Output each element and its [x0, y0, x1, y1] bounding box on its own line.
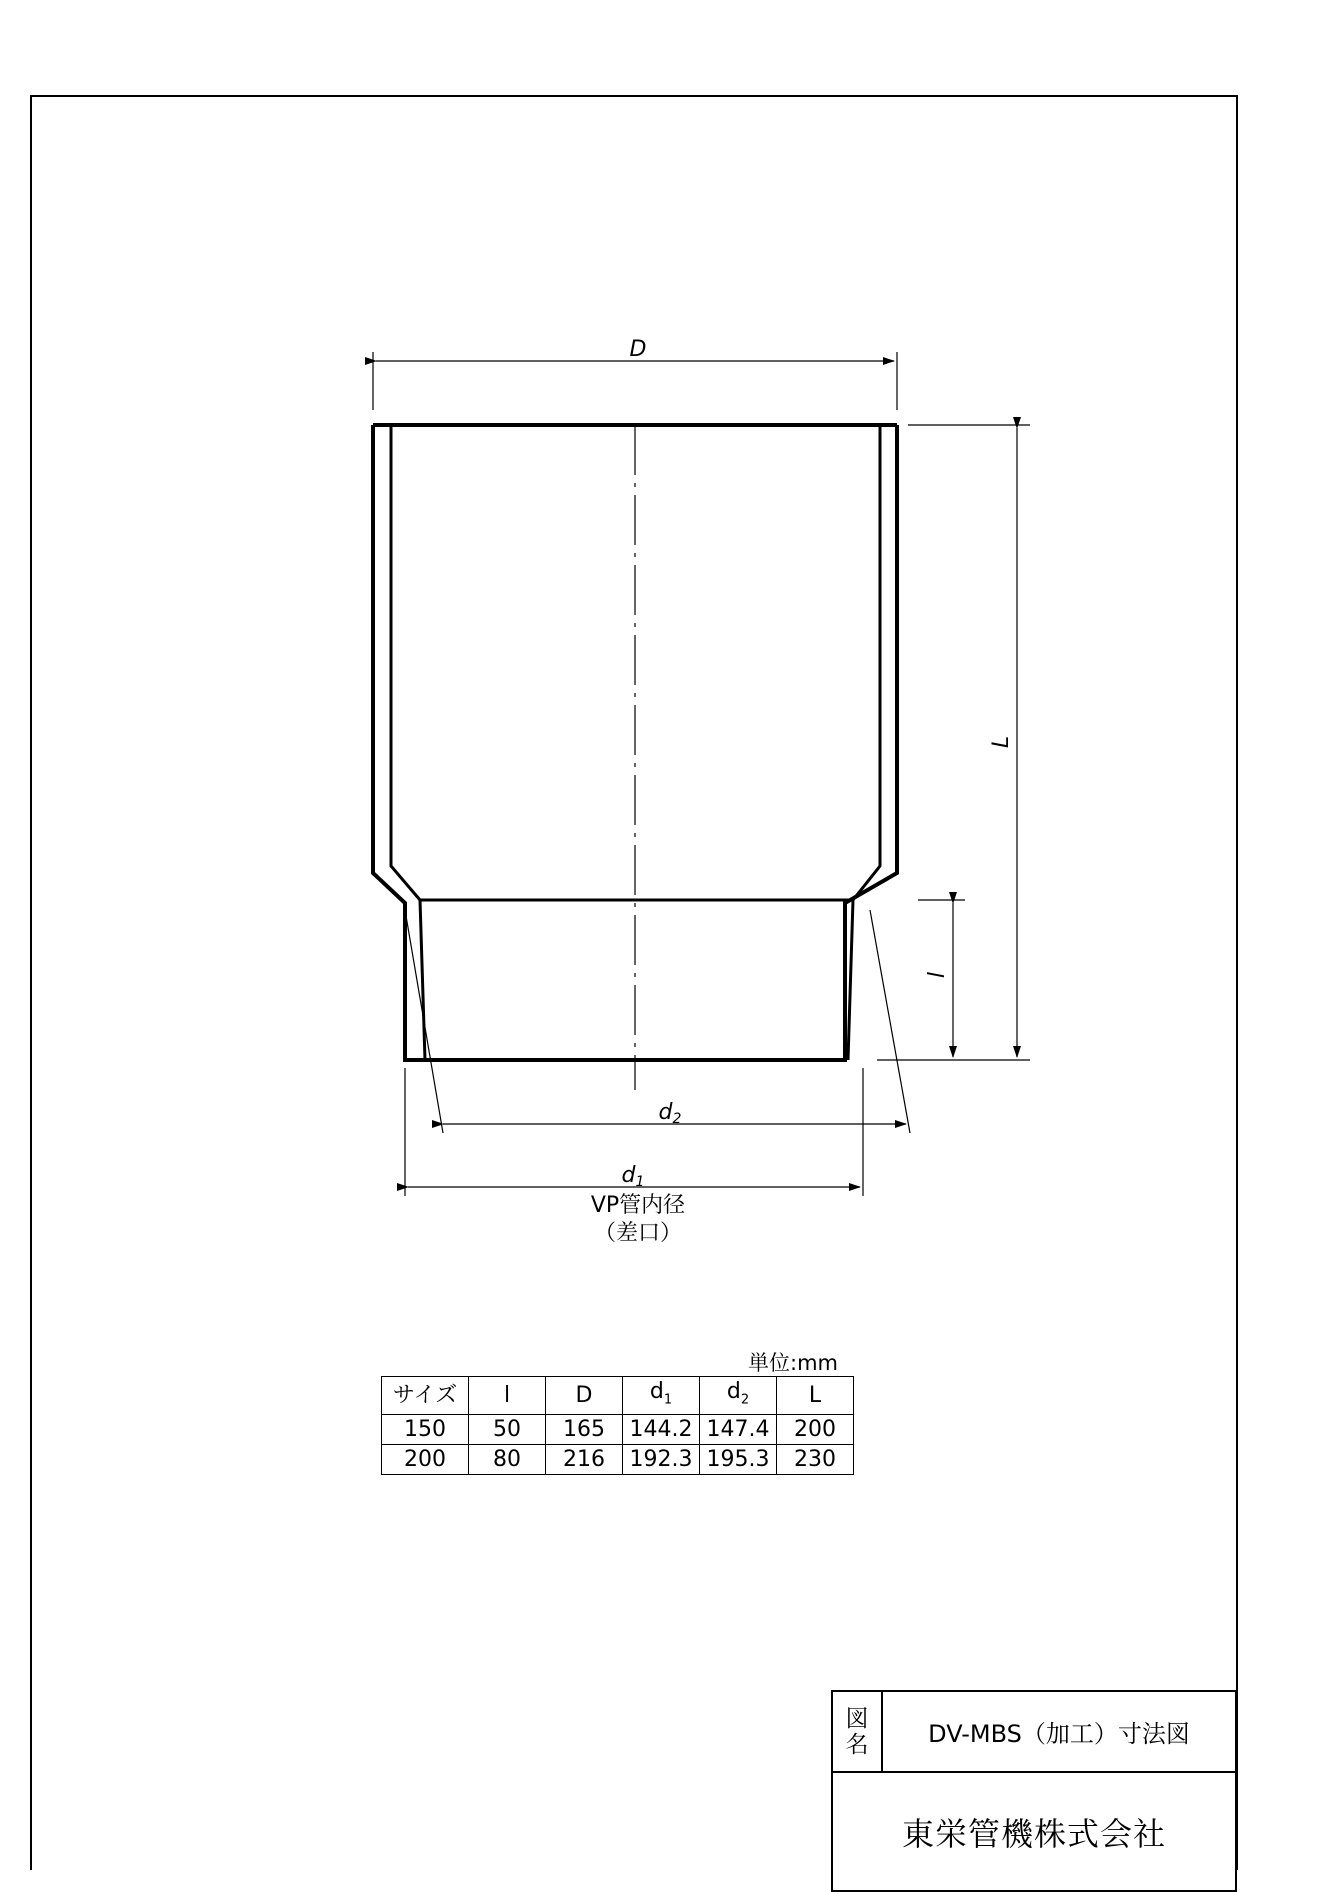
- table-header-row: [382, 1377, 854, 1415]
- d2-extension-right: [870, 910, 910, 1133]
- table-row: [382, 1415, 854, 1445]
- table-cell: 230: [777, 1445, 854, 1475]
- unit-label: 単位:mm: [748, 1351, 838, 1375]
- header-d2: $d_2$: [700, 1377, 777, 1415]
- table-cell: 200: [777, 1415, 854, 1445]
- d-dimension-label: D: [629, 337, 647, 362]
- table-cell: 147.4: [700, 1415, 777, 1445]
- header-D: D: [546, 1377, 623, 1415]
- table-cell: 192.3: [623, 1445, 700, 1475]
- title-block: [831, 1690, 1237, 1892]
- drawing-name: DV-MBS（加工）寸法図: [881, 1690, 1237, 1773]
- dimension-table: [381, 1376, 854, 1475]
- table-cell: 80: [469, 1445, 546, 1475]
- socket-length-label: l: [925, 971, 950, 979]
- drawing-name-label: [831, 1690, 883, 1773]
- drawing-frame: [31, 96, 1237, 1870]
- total-length-label: L: [989, 735, 1014, 749]
- table-cell: 216: [546, 1445, 623, 1475]
- table-cell: 144.2: [623, 1415, 700, 1445]
- table-cell: 150: [382, 1415, 469, 1445]
- label-line-2: 名: [845, 1731, 869, 1758]
- header-L: L: [777, 1377, 854, 1415]
- d2-extension-left: [405, 910, 443, 1133]
- fitting-inner-right: [848, 425, 880, 1060]
- table-row: [382, 1445, 854, 1475]
- label-line-1: 図: [845, 1705, 869, 1732]
- d1-dimension-label: d1: [621, 1163, 645, 1190]
- company-name: 東栄管機株式会社: [831, 1771, 1237, 1892]
- header-size: サイズ: [382, 1377, 469, 1415]
- spigot-note: （差口）: [593, 1221, 683, 1246]
- table-cell: 50: [469, 1415, 546, 1445]
- header-l: l: [469, 1377, 546, 1415]
- d2-dimension-label: d2: [658, 1100, 682, 1127]
- vp-pipe-note: VP管内径: [590, 1193, 686, 1218]
- table-cell: 200: [382, 1445, 469, 1475]
- fitting-inner-left: [391, 425, 425, 1060]
- header-d1: $d_1$: [623, 1377, 700, 1415]
- table-cell: 195.3: [700, 1445, 777, 1475]
- table-cell: 165: [546, 1415, 623, 1445]
